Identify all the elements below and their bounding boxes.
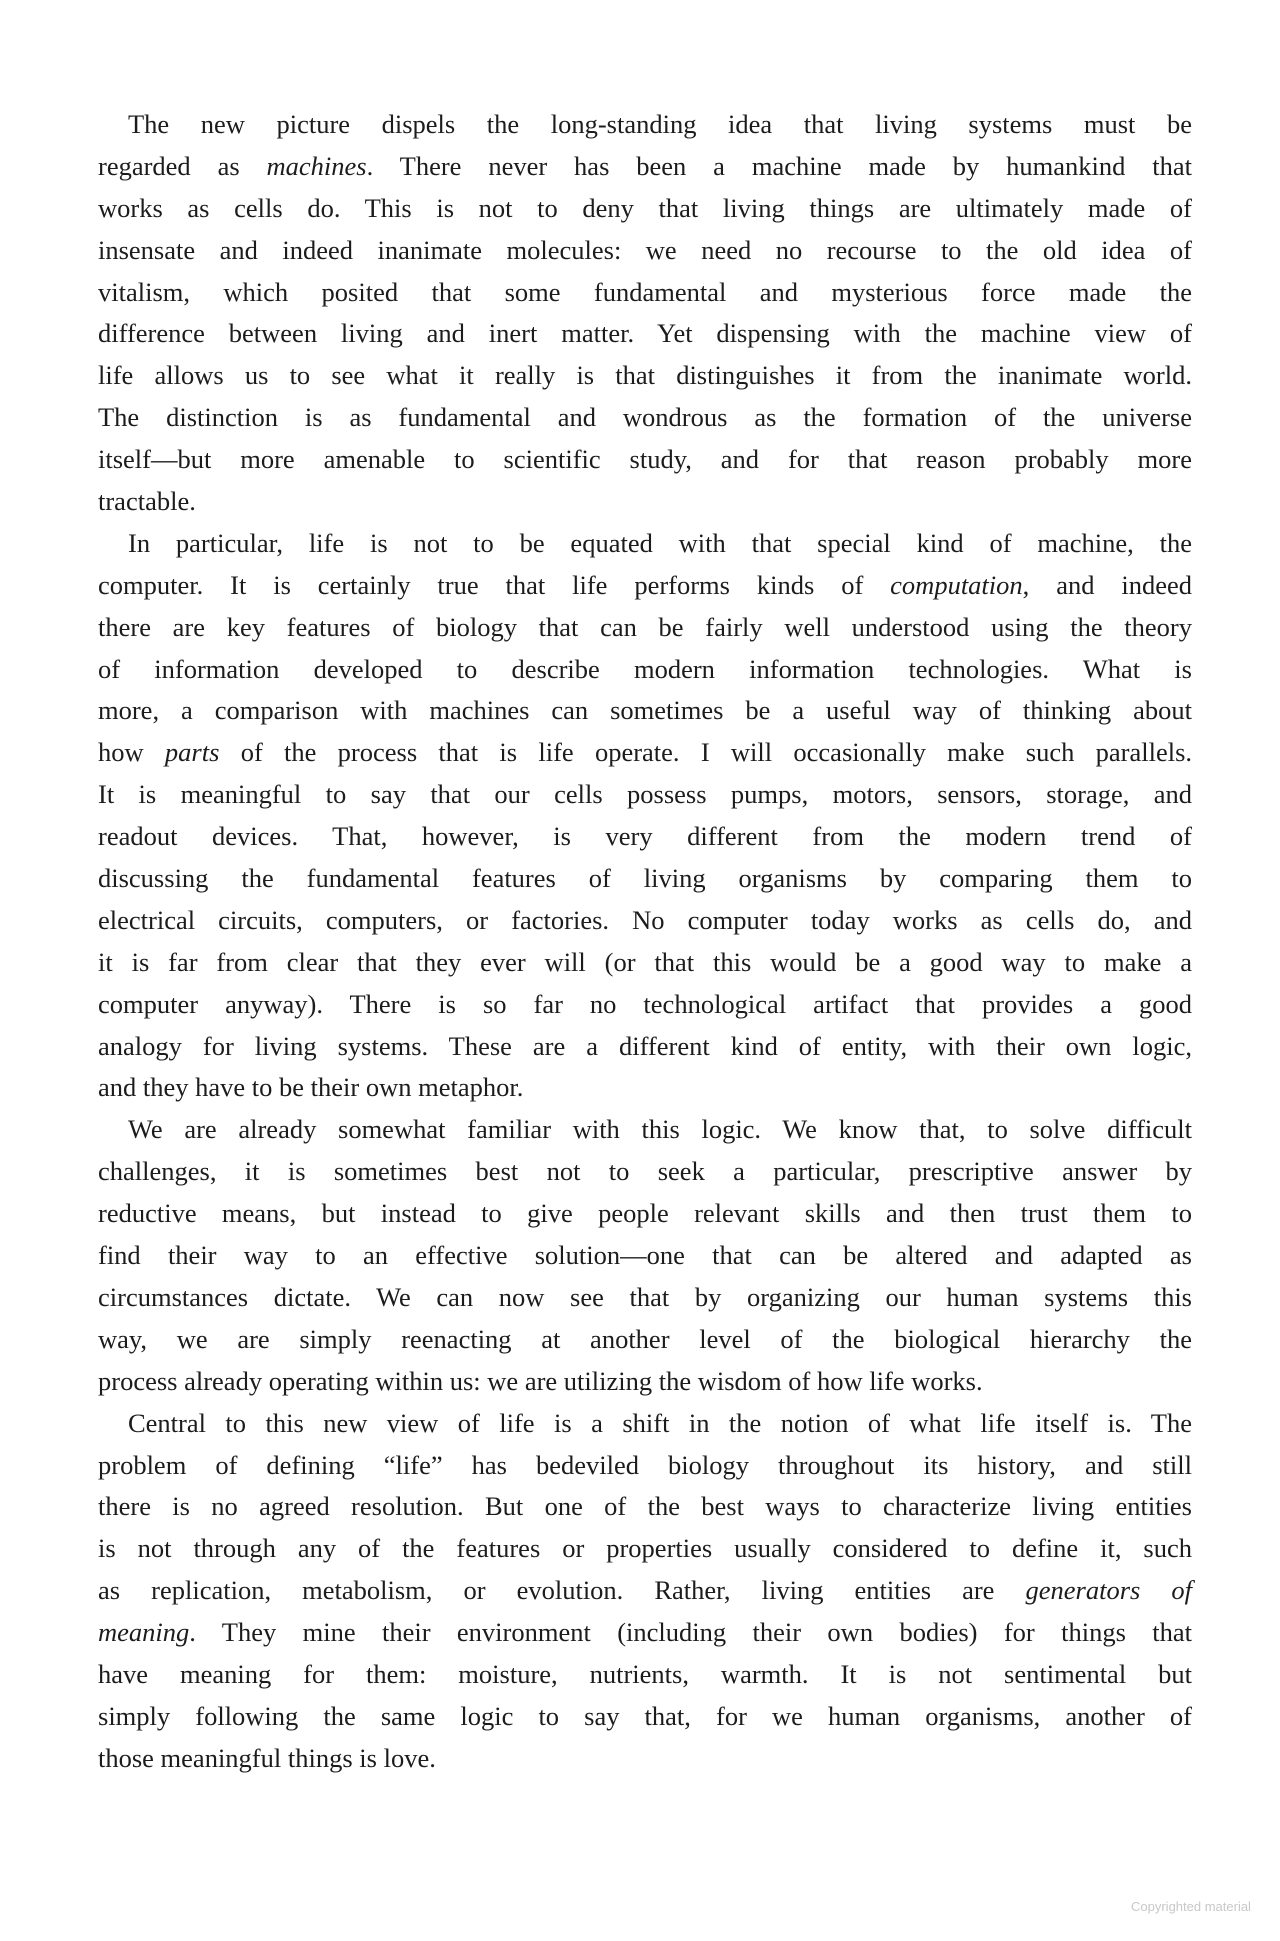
text-span: In particular, life is not to be equated with that special kind of machine, the — [128, 527, 1192, 558]
text-span: computer anyway). There is so far no technological artifact that provides a good — [98, 988, 1192, 1019]
text-line — [98, 1445, 1192, 1487]
text-line — [98, 397, 1192, 439]
text-line — [98, 1361, 1192, 1403]
text-line — [98, 1235, 1192, 1277]
text-span: life allows us to see what it really is that distinguishes it from the inanimate world. — [98, 360, 1192, 391]
paragraph — [98, 1403, 1192, 1780]
text-span: simply following the same logic to say that, for we human organisms, another of — [98, 1700, 1192, 1731]
text-line — [98, 272, 1192, 314]
text-span: more, a comparison with machines can sometimes be a useful way of thinking about — [98, 695, 1192, 726]
text-line — [98, 146, 1192, 188]
text-line — [98, 858, 1192, 900]
text-line — [98, 1151, 1192, 1193]
text-span: analogy for living systems. These are a different kind of entity, with their own logic, — [98, 1030, 1192, 1061]
text-span: way, we are simply reenacting at another level of the biological hierarchy the — [98, 1323, 1192, 1354]
text-line — [98, 188, 1192, 230]
text-line — [98, 1403, 1192, 1445]
paragraph — [98, 523, 1192, 1109]
text-span: and they have to be their own metaphor. — [98, 1072, 524, 1103]
text-span: . There never has been a machine made by humankind that — [366, 150, 1192, 181]
text-line — [98, 1528, 1192, 1570]
text-line — [98, 313, 1192, 355]
text-span: problem of defining “life” has bedeviled biology throughout its history, and still — [98, 1449, 1192, 1480]
text-line — [98, 607, 1192, 649]
text-line — [98, 1026, 1192, 1068]
text-span: find their way to an effective solution—one that can be altered and adapted as — [98, 1240, 1192, 1271]
paragraph — [98, 104, 1192, 523]
text-span: tractable. — [98, 486, 196, 517]
text-line — [98, 732, 1192, 774]
text-span: process already operating within us: we are utilizing the wisdom of how life works. — [98, 1365, 983, 1396]
text-span: insensate and indeed inanimate molecules: we need no recourse to the old idea of — [98, 234, 1192, 265]
text-line — [98, 690, 1192, 732]
text-span: , and indeed — [1022, 569, 1192, 600]
text-span: circumstances dictate. We can now see that by organizing our human systems this — [98, 1281, 1192, 1312]
text-span: of the process that is life operate. I will occasionally make such parallels. — [219, 737, 1193, 768]
text-line — [98, 1067, 1192, 1109]
text-span: . They mine their environment (including their own bodies) for things that — [189, 1617, 1192, 1648]
italic-text: machines — [266, 150, 367, 181]
text-line — [98, 523, 1192, 565]
text-span: how — [98, 737, 165, 768]
italic-text: generators of — [1025, 1575, 1192, 1606]
text-line — [98, 565, 1192, 607]
text-line — [98, 984, 1192, 1026]
text-line — [98, 900, 1192, 942]
text-span: challenges, it is sometimes best not to seek a particular, prescriptive answer by — [98, 1156, 1192, 1187]
text-span: reductive means, but instead to give people relevant skills and then trust them to — [98, 1198, 1192, 1229]
text-span: those meaningful things is love. — [98, 1742, 436, 1773]
text-line — [98, 942, 1192, 984]
text-line — [98, 1696, 1192, 1738]
text-line — [98, 1109, 1192, 1151]
text-span: It is meaningful to say that our cells possess pumps, motors, sensors, storage, and — [98, 779, 1192, 810]
text-span: works as cells do. This is not to deny that living things are ultimately made of — [98, 192, 1192, 223]
text-line — [98, 1319, 1192, 1361]
text-line — [98, 1612, 1192, 1654]
text-span: computer. It is certainly true that life performs kinds of — [98, 569, 891, 600]
text-span: difference between living and inert matter. Yet dispensing with the machine view of — [98, 318, 1192, 349]
text-span: have meaning for them: moisture, nutrients, warmth. It is not sentimental but — [98, 1658, 1192, 1689]
text-line — [98, 816, 1192, 858]
text-span: electrical circuits, computers, or factories. No computer today works as cells do, and — [98, 904, 1192, 935]
text-line — [98, 1570, 1192, 1612]
book-page-body — [98, 104, 1192, 1780]
text-line — [98, 1486, 1192, 1528]
text-span: as replication, metabolism, or evolution. Rather, living entities are — [98, 1575, 1026, 1606]
text-span: is not through any of the features or properties usually considered to define it, such — [98, 1533, 1192, 1564]
italic-text: computation — [890, 569, 1023, 600]
text-line — [98, 1193, 1192, 1235]
text-span: of information developed to describe modern information technologies. What is — [98, 653, 1192, 684]
italic-text: parts — [164, 737, 220, 768]
text-span: there is no agreed resolution. But one of the best ways to characterize living entities — [98, 1491, 1192, 1522]
text-span: The new picture dispels the long-standing idea that living systems must be — [128, 109, 1192, 139]
text-line — [98, 439, 1192, 481]
text-line — [98, 481, 1192, 523]
text-line — [98, 649, 1192, 691]
text-span: it is far from clear that they ever will (or that this would be a good way to make a — [98, 946, 1192, 977]
text-line — [98, 355, 1192, 397]
text-span: discussing the fundamental features of living organisms by comparing them to — [98, 863, 1192, 894]
text-span: We are already somewhat familiar with this logic. We know that, to solve difficult — [128, 1114, 1192, 1145]
copyright-watermark: Copyrighted material — [1131, 1899, 1251, 1914]
text-line — [98, 774, 1192, 816]
text-span: itself—but more amenable to scientific study, and for that reason probably more — [98, 444, 1192, 475]
text-line — [98, 1654, 1192, 1696]
text-span: The distinction is as fundamental and wondrous as the formation of the universe — [98, 402, 1192, 433]
text-span: Central to this new view of life is a shift in the notion of what life itself is. The — [128, 1407, 1192, 1438]
italic-text: meaning — [98, 1617, 190, 1648]
text-line — [98, 104, 1192, 146]
text-line — [98, 230, 1192, 272]
text-line — [98, 1738, 1192, 1780]
text-span: readout devices. That, however, is very different from the modern trend of — [98, 821, 1192, 852]
text-span: regarded as — [98, 150, 267, 181]
text-line — [98, 1277, 1192, 1319]
paragraph — [98, 1109, 1192, 1402]
text-span: there are key features of biology that can be fairly well understood using the theory — [98, 611, 1192, 642]
text-span: vitalism, which posited that some fundamental and mysterious force made the — [98, 276, 1192, 307]
